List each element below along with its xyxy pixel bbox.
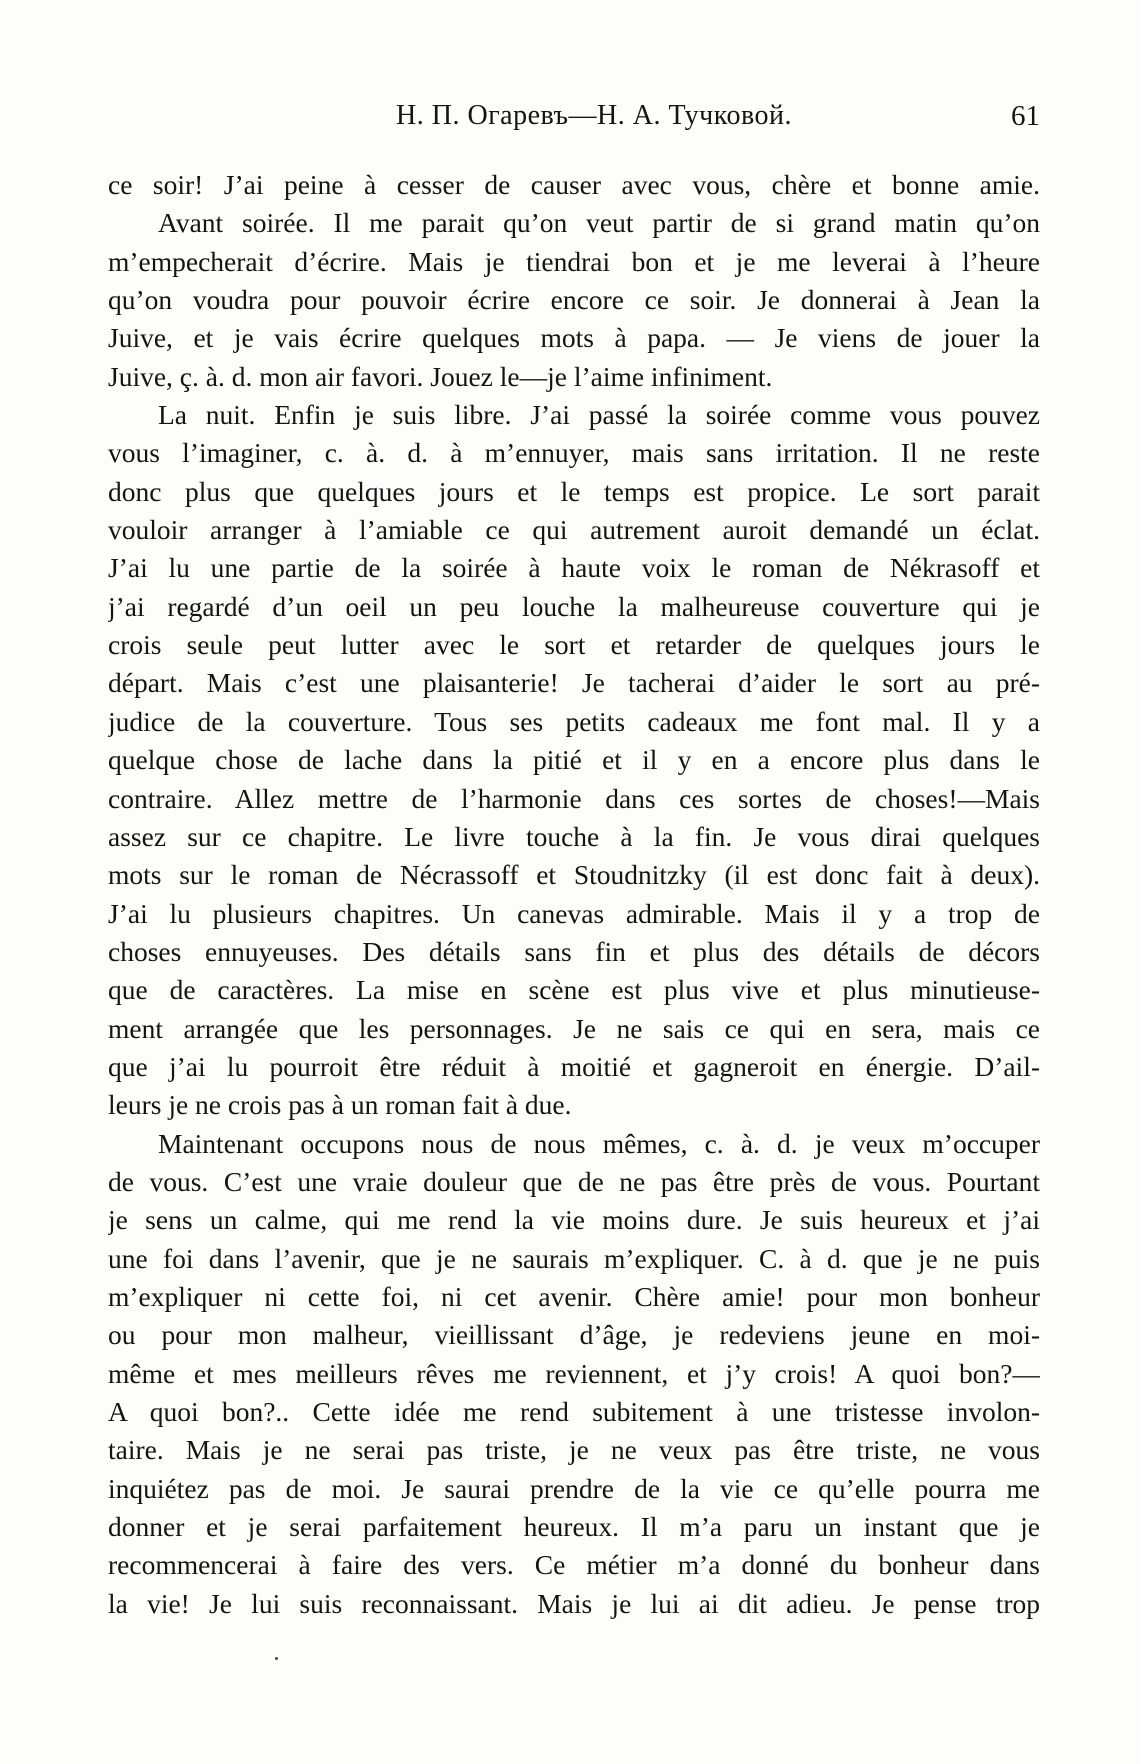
text-line: J’ai lu plusieurs chapitres. Un canevas admirable. Mais il y a trop de	[108, 897, 1040, 929]
body-text	[108, 166, 1040, 1623]
text-line: m’empecherait d’écrire. Mais je tiendrai bon et je me leverai à l’heure	[108, 245, 1040, 277]
text-line: mots sur le roman de Nécrassoff et Stoudnitzky (il est donc fait à deux).	[108, 859, 1040, 891]
text-line: judice de la couverture. Tous ses petits cadeaux me font mal. Il y a	[108, 705, 1040, 737]
text-line: Maintenant occupons nous de nous mêmes, c. à. d. je veux m’occuper	[158, 1127, 1040, 1159]
ink-speck	[275, 1657, 278, 1660]
text-line: une foi dans l’avenir, que je ne saurais m’expliquer. C. à d. que je ne puis	[108, 1242, 1040, 1274]
text-line: la vie! Je lui suis reconnaissant. Mais je lui ai dit adieu. Je pense trop	[108, 1587, 1040, 1619]
text-line: quelque chose de lache dans la pitié et il y en a encore plus dans le	[108, 744, 1040, 776]
running-title: Н. П. Огаревъ—Н. А. Тучковой.	[396, 100, 792, 131]
text-line: leurs je ne crois pas à un roman fait à due.	[108, 1089, 572, 1121]
page-header	[108, 100, 1040, 140]
text-line: j’ai regardé d’un oeil un peu louche la malheureuse couverture qui je	[108, 590, 1040, 622]
text-line: donc plus que quelques jours et le temps est propice. Le sort parait	[108, 475, 1040, 507]
text-line: inquiétez pas de moi. Je saurai prendre de la vie ce qu’elle pourra me	[108, 1472, 1040, 1504]
text-line: de vous. C’est une vraie douleur que de ne pas être près de vous. Pourtant	[108, 1165, 1040, 1197]
text-line: je sens un calme, qui me rend la vie moins dure. Je suis heureux et j’ai	[108, 1204, 1040, 1236]
text-line: Juive, et je vais écrire quelques mots à papa. — Je viens de jouer la	[108, 322, 1040, 354]
text-line: ment arrangée que les personnages. Je ne sais ce qui en sera, mais ce	[108, 1012, 1040, 1044]
text-line: qu’on voudra pour pouvoir écrire encore ce soir. Je donnerai à Jean la	[108, 284, 1040, 316]
text-line: Juive, ç. à. d. mon air favori. Jouez le—je l’aime infiniment.	[108, 360, 773, 392]
text-line: assez sur ce chapitre. Le livre touche à la fin. Je vous dirai quelques	[108, 820, 1040, 852]
text-line: taire. Mais je ne serai pas triste, je ne veux pas être triste, ne vous	[108, 1434, 1040, 1466]
text-line: que de caractères. La mise en scène est plus vive et plus minutieuse-	[108, 974, 1040, 1006]
text-line: vouloir arranger à l’amiable ce qui autrement auroit demandé un éclat.	[108, 514, 1040, 546]
text-line: contraire. Allez mettre de l’harmonie dans ces sortes de choses!—Mais	[108, 782, 1040, 814]
text-line: m’expliquer ni cette foi, ni cet avenir. Chère amie! pour mon bonheur	[108, 1280, 1040, 1312]
page-number: 61	[1011, 100, 1040, 132]
text-line: départ. Mais c’est une plaisanterie! Je tacherai d’aider le sort au pré-	[108, 667, 1040, 699]
text-line: Avant soirée. Il me parait qu’on veut partir de si grand matin qu’on	[158, 207, 1040, 239]
text-line: ce soir! J’ai peine à cesser de causer avec vous, chère et bonne amie.	[108, 169, 1040, 200]
text-line: La nuit. Enfin je suis libre. J’ai passé la soirée comme vous pouvez	[158, 399, 1040, 431]
text-line: même et mes meilleurs rêves me reviennent, et j’y crois! A quoi bon?—	[108, 1357, 1040, 1389]
text-line: choses ennuyeuses. Des détails sans fin et plus des détails de décors	[108, 935, 1040, 967]
text-line: crois seule peut lutter avec le sort et retarder de quelques jours le	[108, 629, 1040, 661]
text-line: A quoi bon?.. Cette idée me rend subitement à une tristesse involon-	[108, 1396, 1040, 1427]
text-line: donner et je serai parfaitement heureux. Il m’a paru un instant que je	[108, 1511, 1040, 1543]
text-line: ou pour mon malheur, vieillissant d’âge, je redeviens jeune en moi-	[108, 1319, 1040, 1351]
text-line: vous l’imaginer, c. à. d. à m’ennuyer, mais sans irritation. Il ne reste	[108, 437, 1040, 469]
text-line: J’ai lu une partie de la soirée à haute voix le roman de Nékrasoff et	[108, 552, 1040, 584]
text-line: recommencerai à faire des vers. Ce métier m’a donné du bonheur dans	[108, 1549, 1040, 1581]
text-line: que j’ai lu pourroit être réduit à moitié et gagneroit en énergie. D’ail-	[108, 1050, 1040, 1082]
